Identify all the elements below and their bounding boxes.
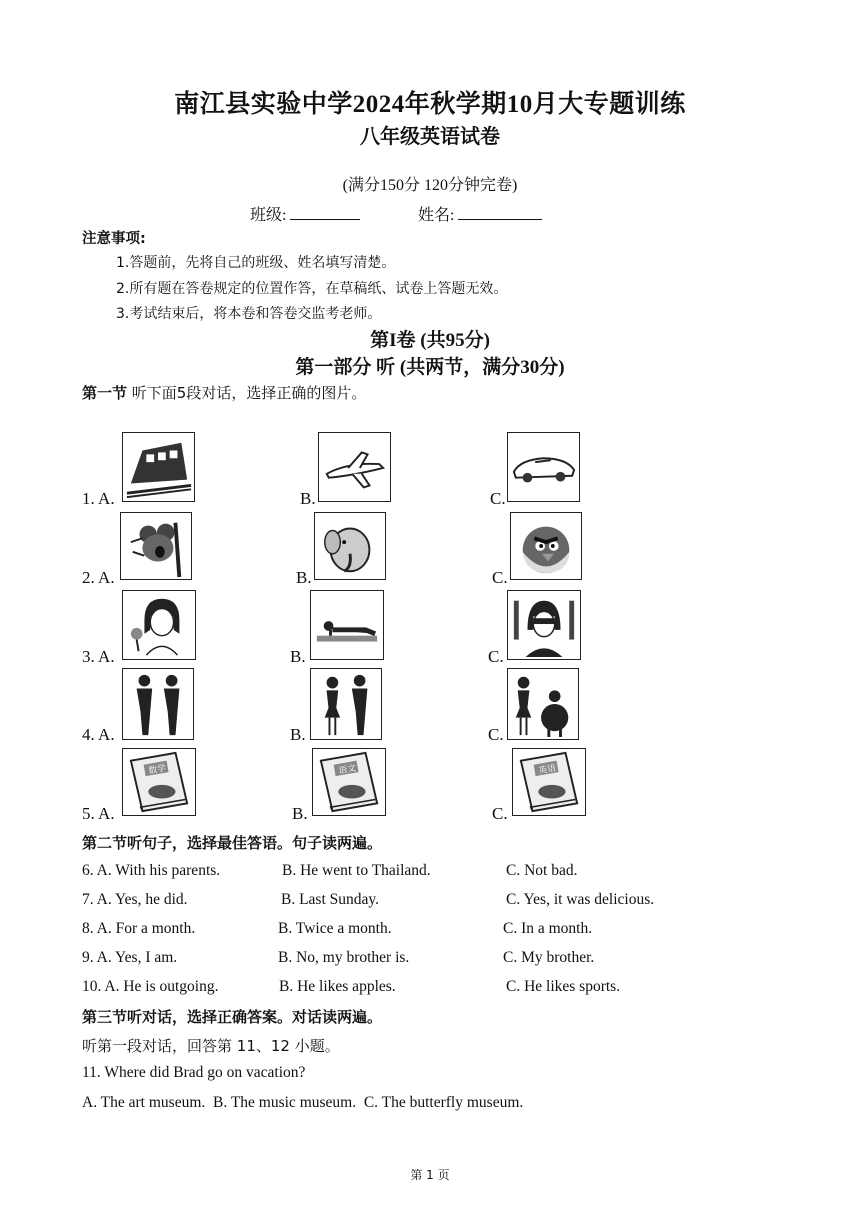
q10-option-a[interactable]: 10. A. He is outgoing. [82,978,219,995]
part-title: 第一部分 听 (共两节，满分30分) [295,357,565,378]
q8-option-a[interactable]: 8. A. For a month. [82,920,196,937]
q10-option-b[interactable]: B. He likes apples. [279,978,396,995]
name-blank[interactable] [458,205,542,220]
woman-and-fat-man-icon[interactable] [507,668,579,740]
q9-option-a[interactable]: 9. A. Yes, I am. [82,949,178,966]
q3-c-label: C. [488,647,504,666]
name-label: 姓名: [418,207,455,224]
angry-bird-icon[interactable] [510,512,582,580]
airplane-icon[interactable] [318,432,391,502]
woman-with-blindfold-icon[interactable] [507,590,581,660]
q7-option-a[interactable]: 7. A. Yes, he did. [82,891,188,908]
math-book-icon[interactable] [122,748,196,816]
section1-label: 第一节 [82,384,128,402]
q10-option-c[interactable]: C. He likes sports. [506,978,621,995]
q3-label: 3. A. [82,647,115,666]
elephant-icon[interactable] [314,512,386,580]
notice-item: 1.答题前，先将自己的班级、姓名填写清楚。 [116,255,396,271]
book-label: 语文 [337,763,357,777]
q9-option-c[interactable]: C. My brother. [503,949,595,966]
woman-and-man-icon[interactable] [310,668,382,740]
train-icon[interactable] [122,432,195,502]
q5-label: 5. A. [82,804,115,823]
notice-heading: 注意事项: [82,231,146,247]
q11-options[interactable]: A. The art museum. B. The music museum. C. The butterfly museum. [82,1094,524,1111]
page-footer: 第 1 页 [410,1168,450,1182]
q3-b-label: B. [290,647,306,666]
q6-option-b[interactable]: B. He went to Thailand. [282,862,431,879]
name-field[interactable] [418,202,542,225]
q2-c-label: C. [492,568,508,587]
koala-icon[interactable] [120,512,192,580]
q1-label: 1. A. [82,489,115,508]
section3-intro: 听第一段对话，回答第 11、12 小题。 [82,1037,340,1055]
q4-b-label: B. [290,725,306,744]
two-men-standing-icon[interactable] [122,668,194,740]
q6-option-a[interactable]: 6. A. With his parents. [82,862,221,879]
q8-option-c[interactable]: C. In a month. [503,920,593,937]
score-info: (满分150分 120分钟完卷) [342,177,518,194]
book-label: 数学 [147,763,167,777]
class-blank[interactable] [290,205,360,220]
person-exercising-icon[interactable] [310,590,384,660]
chinese-book-icon[interactable] [312,748,386,816]
q6-option-c[interactable]: C. Not bad. [506,862,578,879]
q5-b-label: B. [292,804,308,823]
q4-label: 4. A. [82,725,115,744]
english-book-icon[interactable] [512,748,586,816]
section1-heading [82,382,366,403]
girl-with-ice-cream-icon[interactable] [122,590,196,660]
notice-item: 2.所有题在答卷规定的位置作答，在草稿纸、试卷上答题无效。 [116,281,508,297]
q5-c-label: C. [492,804,508,823]
q2-b-label: B. [296,568,312,587]
volume-title: 第I卷 (共95分) [370,330,490,351]
q7-option-b[interactable]: B. Last Sunday. [281,891,380,908]
class-label: 班级: [250,207,287,224]
exam-title: 南江县实验中学2024年秋学期10月大专题训练 [174,91,686,118]
section1-instruction: 听下面5段对话，选择正确的图片。 [127,384,367,402]
q2-label: 2. A. [82,568,115,587]
notice-item: 3.考试结束后，将本卷和答卷交监考老师。 [116,306,382,322]
class-field[interactable] [250,202,360,225]
q4-c-label: C. [488,725,504,744]
section2-heading: 第二节听句子，选择最佳答语。句子读两遍。 [82,834,383,852]
q1-c-label: C. [490,489,506,508]
q9-option-b[interactable]: B. No, my brother is. [278,949,410,966]
q8-option-b[interactable]: B. Twice a month. [278,920,392,937]
book-label: 英语 [537,763,557,777]
q11-question: 11. Where did Brad go on vacation? [82,1064,306,1081]
q7-option-c[interactable]: C. Yes, it was delicious. [506,891,655,908]
exam-subtitle: 八年级英语试卷 [360,126,500,148]
q1-b-label: B. [300,489,316,508]
car-icon[interactable] [507,432,580,502]
section3-heading: 第三节听对话，选择正确答案。对话读两遍。 [82,1008,383,1026]
